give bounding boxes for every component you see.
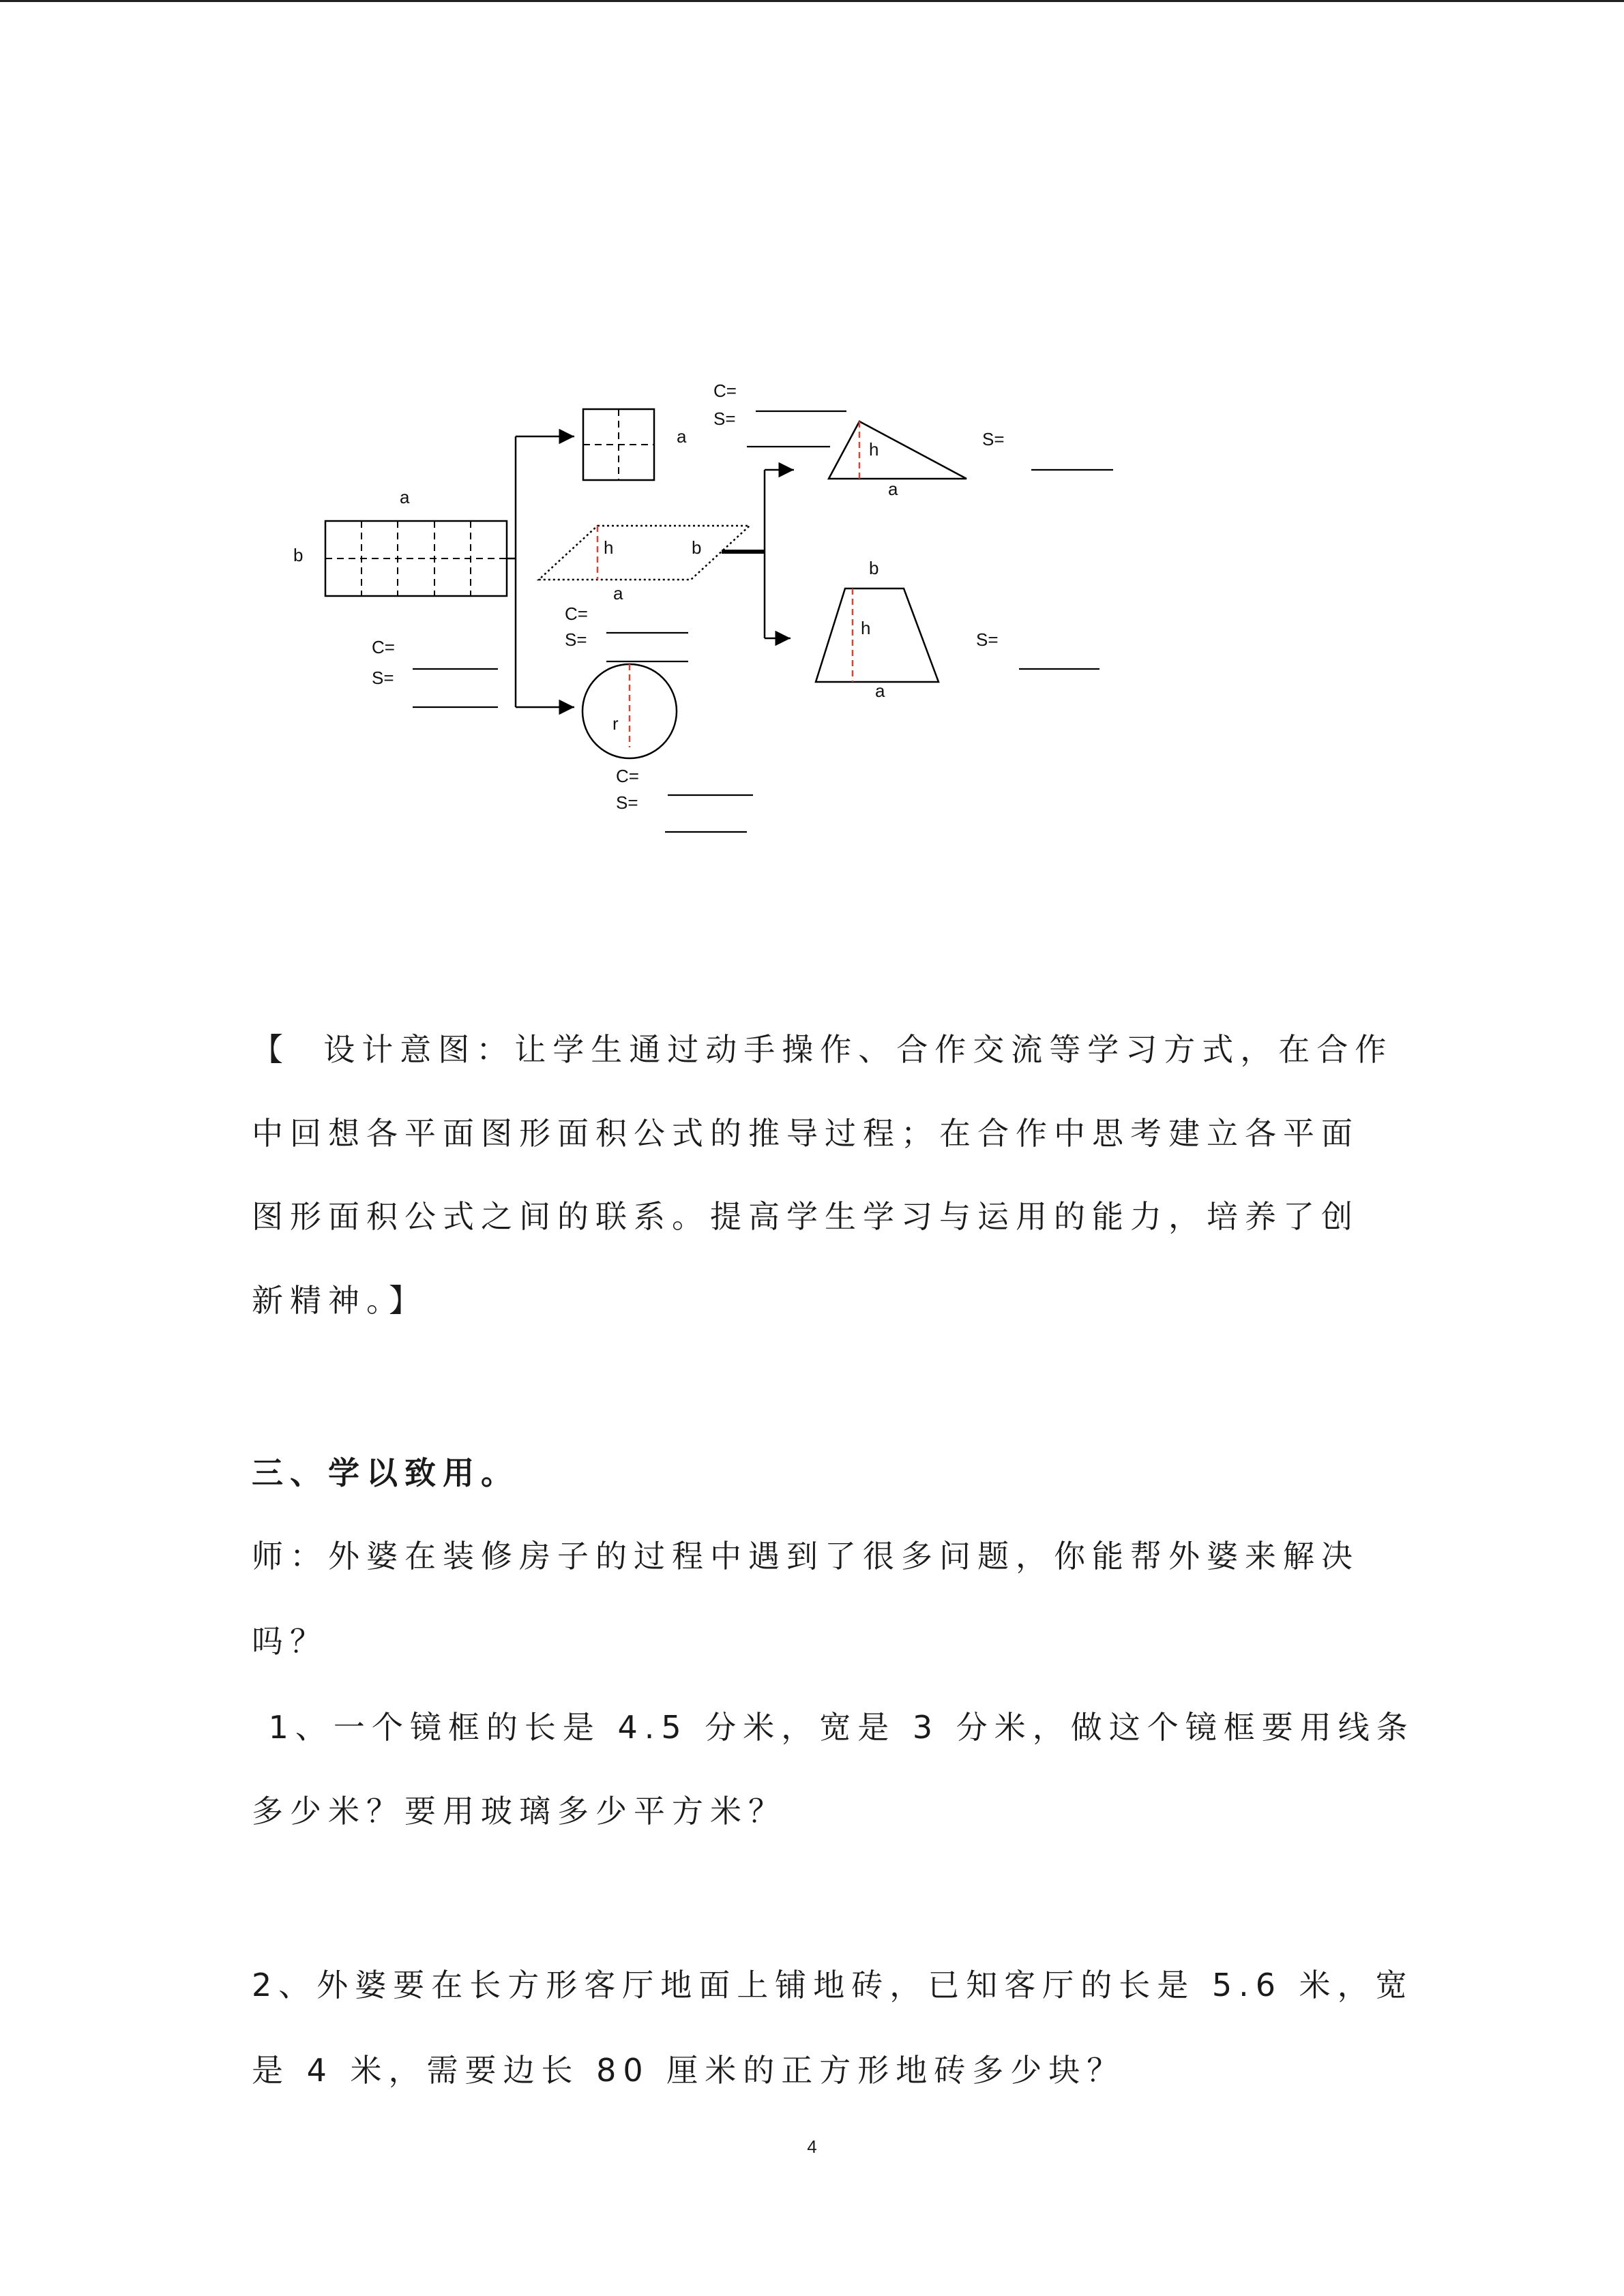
square-figure	[583, 381, 846, 480]
triangle-figure	[829, 421, 1113, 499]
circle-radius-label: r	[612, 713, 619, 734]
rectangle-area-label: S=	[372, 668, 394, 688]
rectangle-figure	[293, 487, 507, 707]
parallelogram-side-label: b	[692, 537, 702, 558]
parallelogram-figure	[539, 526, 750, 661]
triangle-height-label: h	[869, 439, 879, 460]
circle-area-label: S=	[616, 792, 638, 813]
circle-perimeter-label: C=	[616, 766, 639, 786]
rectangle-top-label: a	[400, 487, 410, 507]
teacher-prompt-line: 师：外婆在装修房子的过程中遇到了很多问题，你能帮外婆来解决	[252, 1538, 1359, 1575]
rectangle-perimeter-label: C=	[372, 637, 395, 657]
trapezoid-figure	[816, 558, 1099, 701]
parallelogram-base-label: a	[613, 583, 623, 603]
parallelogram-connector	[722, 470, 794, 638]
question-1-line: 多少米？要用玻璃多少平方米？	[252, 1793, 786, 1830]
triangle-area-label: S=	[982, 429, 1005, 449]
page-number: 4	[807, 2136, 817, 2157]
paragraph-line: 图形面积公式之间的联系。提高学生学习与运用的能力，培养了创	[252, 1198, 1359, 1235]
paragraph-line: 中回想各平面图形面积公式的推导过程；在合作中思考建立各平面	[252, 1115, 1359, 1152]
paragraph-line: 新精神。】	[252, 1282, 427, 1319]
trapezoid-height-label: h	[861, 618, 871, 638]
rectangle-side-label: b	[293, 545, 304, 565]
trapezoid-shape	[816, 588, 939, 682]
paragraph-line: 【 设计意图：让学生通过动手操作、合作交流等学习方式，在合作	[252, 1031, 1393, 1068]
parallelogram-perimeter-label: C=	[565, 603, 588, 624]
shape-formula-diagram	[0, 0, 1624, 886]
section-heading: 三、学以致用。	[252, 1455, 519, 1491]
parallelogram-area-label: S=	[565, 629, 587, 650]
square-side-label: a	[677, 426, 687, 447]
trapezoid-area-label: S=	[976, 629, 999, 650]
rectangle-connector	[507, 436, 574, 707]
square-perimeter-label: C=	[713, 381, 737, 401]
question-2-line: 2、外婆要在长方形客厅地面上铺地砖，已知客厅的长是 5.6 米，宽	[252, 1967, 1414, 2003]
question-1-line: 1、一个镜框的长是 4.5 分米，宽是 3 分米，做这个镜框要用线条	[252, 1709, 1415, 1746]
circle-figure	[582, 664, 753, 832]
trapezoid-base-label: a	[875, 681, 885, 701]
parallelogram-shape	[539, 526, 750, 580]
trapezoid-top-label: b	[869, 558, 879, 578]
triangle-shape	[829, 421, 966, 479]
teacher-prompt-line: 吗？	[252, 1623, 328, 1660]
question-2-line: 是 4 米，需要边长 80 厘米的正方形地砖多少块？	[252, 2052, 1125, 2089]
parallelogram-height-label: h	[604, 537, 614, 558]
square-area-label: S=	[713, 408, 736, 429]
triangle-base-label: a	[888, 479, 898, 499]
